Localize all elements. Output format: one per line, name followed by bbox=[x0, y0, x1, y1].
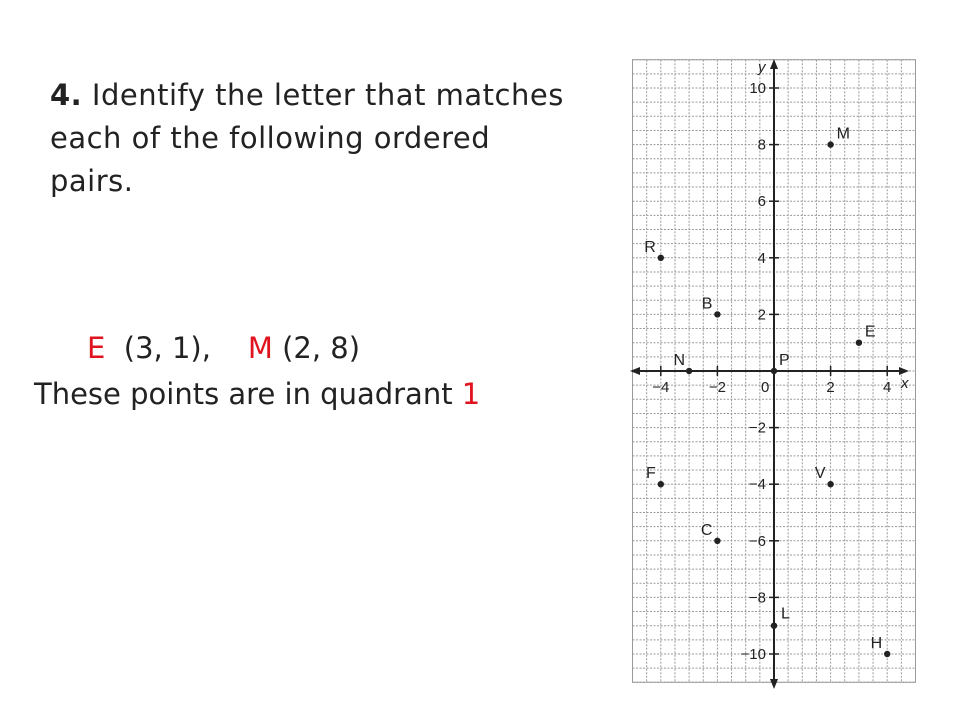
y-tick-label: −6 bbox=[748, 532, 766, 550]
point-p bbox=[771, 368, 777, 374]
x-tick-label: 4 bbox=[883, 379, 892, 396]
y-tick-label: −2 bbox=[748, 419, 766, 437]
point-v bbox=[827, 481, 833, 487]
answer-pair-e: (3, 1), bbox=[123, 331, 211, 365]
point-label-b: B bbox=[701, 295, 713, 313]
point-label-h: H bbox=[870, 635, 883, 652]
point-label-n: N bbox=[673, 352, 686, 369]
y-tick-label: 2 bbox=[757, 306, 766, 324]
x-tick-label: −4 bbox=[652, 379, 670, 396]
point-label-e: E bbox=[864, 323, 876, 341]
x-tick-label: 0 bbox=[761, 379, 770, 396]
quadrant-number: 1 bbox=[461, 377, 481, 411]
answer-pair-m: (2, 8) bbox=[282, 331, 361, 365]
x-tick-label: 2 bbox=[826, 379, 835, 396]
x-tick-label: −2 bbox=[708, 379, 726, 396]
y-tick-label: 6 bbox=[757, 193, 766, 211]
point-r bbox=[658, 255, 664, 261]
y-axis-label: y bbox=[758, 59, 766, 76]
point-label-f: F bbox=[646, 465, 656, 483]
x-axis-arrow-right bbox=[899, 367, 909, 375]
point-l bbox=[771, 623, 777, 629]
y-axis-arrow-down bbox=[770, 679, 778, 689]
point-label-p: P bbox=[779, 352, 790, 369]
y-axis-arrow-up bbox=[770, 59, 778, 69]
point-label-v: V bbox=[814, 465, 826, 483]
point-n bbox=[686, 368, 692, 374]
answer-letter-e: E bbox=[87, 331, 106, 365]
point-label-m: M bbox=[836, 125, 850, 143]
y-tick-label: −4 bbox=[748, 476, 766, 494]
point-label-r: R bbox=[644, 238, 656, 256]
answer-letter-m: M bbox=[247, 331, 273, 365]
question-text bbox=[50, 74, 570, 203]
y-tick-label: −10 bbox=[740, 646, 766, 663]
y-tick-label: 4 bbox=[757, 249, 766, 267]
answer-line bbox=[87, 328, 360, 368]
y-tick-label: 8 bbox=[757, 136, 766, 154]
y-tick-label: 10 bbox=[749, 80, 766, 97]
point-f bbox=[658, 481, 664, 487]
x-axis-arrow-left bbox=[630, 367, 640, 375]
point-e bbox=[856, 340, 862, 346]
point-label-l: L bbox=[781, 605, 790, 623]
point-label-c: C bbox=[700, 521, 713, 539]
quadrant-line bbox=[34, 374, 480, 414]
question-body: Identify the letter that matches each of the following ordered pairs. bbox=[50, 78, 564, 198]
x-axis-label: x bbox=[901, 375, 909, 392]
y-tick-label: −8 bbox=[748, 589, 766, 607]
coordinate-plane bbox=[630, 55, 920, 695]
point-m bbox=[827, 141, 833, 147]
point-h bbox=[884, 651, 890, 657]
point-c bbox=[714, 538, 720, 544]
quadrant-text: These points are in quadrant bbox=[34, 377, 453, 411]
point-b bbox=[714, 311, 720, 317]
question-number: 4. bbox=[50, 78, 83, 112]
